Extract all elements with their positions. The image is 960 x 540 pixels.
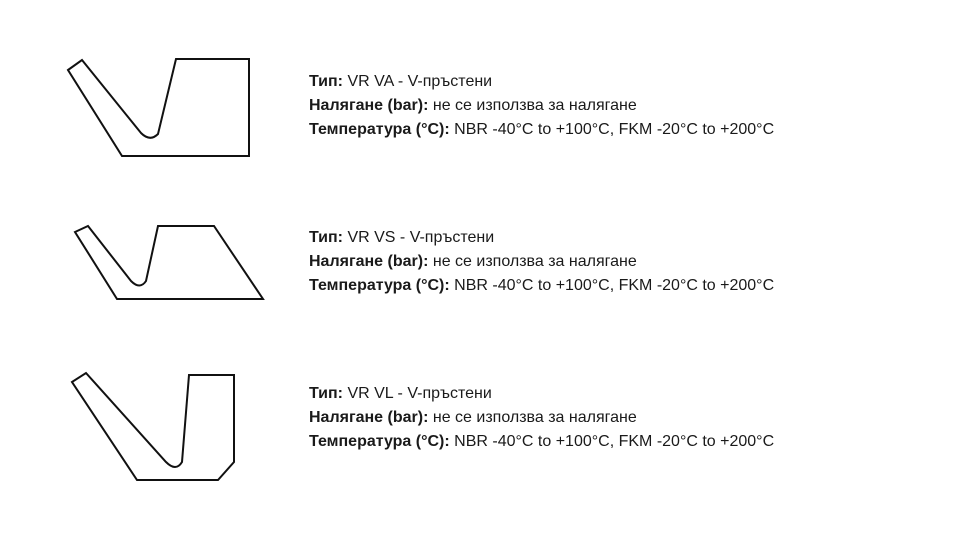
pressure-line (309, 406, 774, 430)
temperature-label: Температура (°C): (309, 121, 450, 138)
temperature-value: NBR -40°C to +100°C, FKM -20°C to +200°C (454, 277, 775, 294)
pressure-label: Налягане (bar): (309, 253, 429, 270)
pressure-line (309, 250, 774, 274)
pressure-label: Налягане (bar): (309, 409, 429, 426)
type-value: VR VL - V-пръстени (347, 385, 492, 402)
type-value: VR VA - V-пръстени (347, 73, 493, 90)
type-label: Тип: (309, 385, 343, 402)
spec-block (309, 382, 774, 454)
type-value: VR VS - V-пръстени (347, 229, 495, 246)
pressure-value: не се използва за налягане (432, 253, 637, 270)
temperature-line (309, 430, 774, 454)
type-line (309, 70, 774, 94)
type-label: Тип: (309, 229, 343, 246)
temperature-value: NBR -40°C to +100°C, FKM -20°C to +200°C (454, 433, 775, 450)
temperature-line (309, 118, 774, 142)
type-line (309, 382, 774, 406)
type-label: Тип: (309, 73, 343, 90)
temperature-value: NBR -40°C to +100°C, FKM -20°C to +200°C (454, 121, 775, 138)
temperature-label: Температура (°C): (309, 277, 450, 294)
pressure-value: не се използва за налягане (432, 409, 637, 426)
temperature-line (309, 274, 774, 298)
spec-block (309, 70, 774, 142)
pressure-label: Налягане (bar): (309, 97, 429, 114)
pressure-line (309, 94, 774, 118)
type-line (309, 226, 774, 250)
temperature-label: Температура (°C): (309, 433, 450, 450)
pressure-value: не се използва за налягане (432, 97, 637, 114)
spec-block (309, 226, 774, 298)
vr-vl-profile-icon (0, 0, 300, 500)
